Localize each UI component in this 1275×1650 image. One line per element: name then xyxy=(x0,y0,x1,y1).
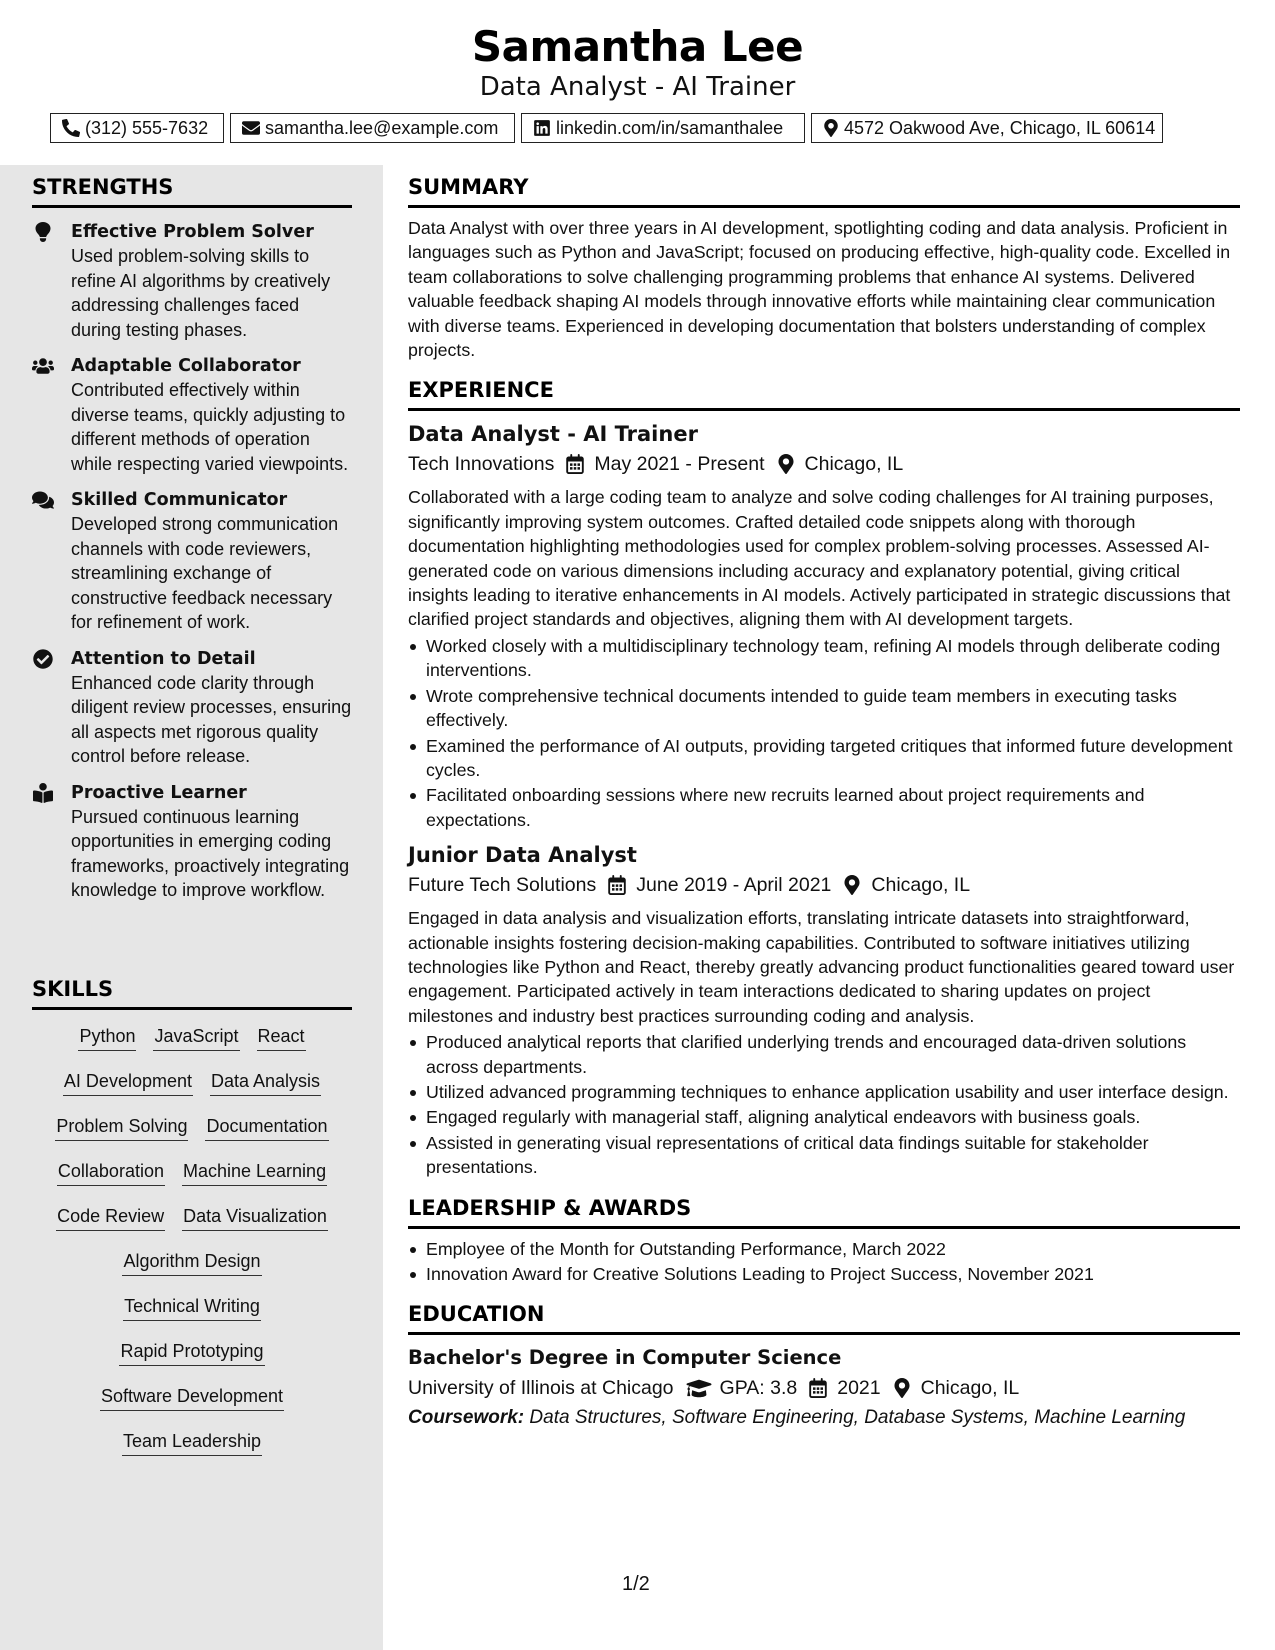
coursework xyxy=(408,1403,1240,1433)
map-pin-icon xyxy=(843,875,863,895)
skill-tag: Problem Solving xyxy=(55,1114,188,1141)
award-item: Innovation Award for Creative Solutions Leading to Project Success, November 2021 xyxy=(408,1262,1240,1286)
experience-section xyxy=(408,378,1240,1179)
skill-tag: Data Visualization xyxy=(182,1204,328,1231)
strength-title: Attention to Detail xyxy=(71,648,256,669)
education-section xyxy=(408,1302,1240,1433)
skill-tag: Documentation xyxy=(205,1114,328,1141)
job-meta xyxy=(408,449,1240,479)
skill-tag: Rapid Prototyping xyxy=(119,1339,264,1366)
award-list xyxy=(408,1237,1240,1287)
job-bullet: Assisted in generating visual representations of critical data findings suitable for stakeholder presentations. xyxy=(408,1131,1240,1180)
job-location: Chicago, IL xyxy=(871,874,971,897)
skill-tag: Code Review xyxy=(56,1204,165,1231)
education-heading: EDUCATION xyxy=(408,1302,1240,1335)
job-bullet: Facilitated onboarding sessions where new recruits learned about project requirements and expectations. xyxy=(408,783,1240,832)
job-bullet: Engaged regularly with managerial staff, aligning analytical endeavors with business goals. xyxy=(408,1105,1240,1129)
phone-icon xyxy=(61,118,81,138)
contact-phone[interactable] xyxy=(50,113,224,143)
job-meta xyxy=(408,870,1240,900)
school-location: Chicago, IL xyxy=(920,1377,1020,1400)
strengths-section xyxy=(32,175,352,903)
skills-heading: SKILLS xyxy=(32,977,352,1010)
education-meta xyxy=(408,1373,1240,1403)
summary-text: Data Analyst with over three years in AI development, spotlighting coding and data analysis. Proficient in languages such as Python and JavaScript; focused on producing effective, high-quality code. Excelled in team collaborations to solve challenging programming problems that enhance AI systems. Delivered valuable feedback shaping AI models through innovative efforts while maintaining clear communication with diverse teams. Experienced in developing documentation that bolsters understanding of complex projects. xyxy=(408,218,1231,361)
map-pin-icon xyxy=(822,118,840,138)
skill-tag: Python xyxy=(78,1024,136,1051)
coursework-list: Data Structures, Software Engineering, Database Systems, Machine Learning xyxy=(529,1407,1186,1429)
job-bullet: Utilized advanced programming techniques to enhance application usability and user interface design. xyxy=(408,1080,1240,1104)
page-number: 1/2 xyxy=(622,1573,650,1595)
contact-linkedin[interactable] xyxy=(521,113,805,143)
strength-title: Adaptable Collaborator xyxy=(71,356,301,376)
skill-tag: React xyxy=(257,1024,306,1051)
strength-item xyxy=(32,354,352,476)
job-bullet: Produced analytical reports that clarified underlying trends and encouraged data-driven solutions across departments. xyxy=(408,1030,1240,1079)
job-entry xyxy=(408,840,1240,1179)
skill-tag: AI Development xyxy=(63,1069,193,1096)
strength-item xyxy=(32,488,352,635)
envelope-icon xyxy=(241,118,261,138)
lightbulb-icon xyxy=(32,222,54,242)
job-bullets xyxy=(408,1030,1240,1179)
strength-title: Proactive Learner xyxy=(71,782,247,803)
contact-email[interactable] xyxy=(230,113,515,143)
degree-title: Bachelor's Degree in Computer Science xyxy=(408,1346,842,1370)
job-entry xyxy=(408,419,1240,832)
strength-item xyxy=(32,781,352,903)
graduation-year: 2021 xyxy=(837,1377,881,1400)
strength-desc: Developed strong communication channels with code reviewers, streamlining exchange of constructive feedback necessary for refinement of work. xyxy=(71,514,339,632)
skill-tag: Technical Writing xyxy=(123,1294,261,1321)
resume-header xyxy=(0,0,1275,165)
job-company: Future Tech Solutions xyxy=(408,874,597,897)
skill-tag: Machine Learning xyxy=(182,1159,327,1186)
strength-desc: Contributed effectively within diverse teams, quickly adjusting to different methods of operation while respecting varied viewpoints. xyxy=(71,380,349,474)
strength-desc: Used problem-solving skills to refine AI algorithms by creatively addressing challenges faced during testing phases. xyxy=(71,246,331,340)
coursework-label: Coursework: xyxy=(408,1407,525,1429)
strengths-heading: STRENGTHS xyxy=(32,175,352,208)
calendar-icon xyxy=(809,1378,829,1398)
strength-desc: Pursued continuous learning opportunities in emerging coding frameworks, proactively integrating knowledge to improve workflow. xyxy=(71,806,350,900)
experience-heading: EXPERIENCE xyxy=(408,378,1240,411)
job-bullets xyxy=(408,634,1240,832)
check-circle-icon xyxy=(32,649,54,669)
calendar-icon xyxy=(566,454,586,474)
linkedin-text: linkedin.com/in/samanthalee xyxy=(556,117,784,138)
job-company: Tech Innovations xyxy=(408,453,555,476)
email-text: samantha.lee@example.com xyxy=(265,117,499,138)
candidate-name: Samantha Lee xyxy=(471,22,804,71)
strength-title: Effective Problem Solver xyxy=(71,222,314,242)
skills-section xyxy=(32,977,352,1474)
strength-item xyxy=(32,647,352,769)
job-title: Junior Data Analyst xyxy=(408,843,637,868)
leadership-heading: LEADERSHIP & AWARDS xyxy=(408,1196,1240,1229)
linkedin-icon xyxy=(532,118,552,138)
summary-heading: SUMMARY xyxy=(408,175,1240,208)
address-text: 4572 Oakwood Ave, Chicago, IL 60614 xyxy=(844,117,1156,138)
skill-tag: Collaboration xyxy=(57,1159,165,1186)
award-item: Employee of the Month for Outstanding Performance, March 2022 xyxy=(408,1237,1240,1261)
job-description: Collaborated with a large coding team to analyze and solve coding challenges for AI training purposes, significantly improving system outcomes. Crafted detailed code snippets along with thorough documentation highlighting methodologies used for complex problem-solving processes. Assessed AI-generated code on various dimensions including accuracy and explanatory potential, giving critical insights leading to iterative enhancements in AI models. Actively participated in strategic discussions that clarified project standards and objectives, aligning them with AI development targets. xyxy=(408,487,1231,630)
gpa: GPA: 3.8 xyxy=(719,1377,798,1400)
job-bullet: Examined the performance of AI outputs, providing targeted critiques that informed future development cycles. xyxy=(408,734,1240,783)
contact-bar xyxy=(50,113,1220,145)
sidebar xyxy=(0,165,383,1650)
comments-icon xyxy=(32,490,54,510)
graduation-cap-icon xyxy=(686,1378,712,1398)
strength-item xyxy=(32,220,352,342)
candidate-title: Data Analyst - AI Trainer xyxy=(479,72,796,102)
job-dates: May 2021 - Present xyxy=(594,453,765,476)
job-title: Data Analyst - AI Trainer xyxy=(408,422,698,447)
calendar-icon xyxy=(608,875,628,895)
map-pin-icon xyxy=(893,1378,913,1398)
phone-text: (312) 555-7632 xyxy=(85,117,209,138)
strength-title: Skilled Communicator xyxy=(71,490,288,510)
summary-section xyxy=(408,175,1240,362)
book-reader-icon xyxy=(32,783,54,803)
contact-address[interactable] xyxy=(811,113,1163,143)
skill-tag: Algorithm Design xyxy=(122,1249,261,1276)
skills-list xyxy=(32,1024,352,1474)
job-bullet: Worked closely with a multidisciplinary technology team, refining AI models through deliberate coding interventions. xyxy=(408,634,1240,683)
job-description: Engaged in data analysis and visualization efforts, translating intricate datasets into straightforward, actionable insights fostering decision-making capabilities. Contributed to software initiatives utilizing technologies like Python and React, thereby greatly advancing product functionalities geared toward user engagement. Participated actively in team interactions dedicated to sharing updates on project milestones and industry best practices surrounding coding and analysis. xyxy=(408,908,1235,1026)
skill-tag: Team Leadership xyxy=(122,1429,262,1456)
strength-desc: Enhanced code clarity through diligent review processes, ensuring all aspects met rigorous quality control before release. xyxy=(71,672,352,766)
skill-tag: Data Analysis xyxy=(210,1069,321,1096)
skill-tag: Software Development xyxy=(100,1384,284,1411)
map-pin-icon xyxy=(777,454,797,474)
job-dates: June 2019 - April 2021 xyxy=(636,874,832,897)
job-location: Chicago, IL xyxy=(804,453,904,476)
leadership-section xyxy=(408,1196,1240,1287)
job-bullet: Wrote comprehensive technical documents intended to guide team members in executing tasks effectively. xyxy=(408,684,1240,733)
main-column xyxy=(408,165,1240,1433)
school-name: University of Illinois at Chicago xyxy=(408,1377,674,1400)
users-icon xyxy=(32,356,54,376)
skill-tag: JavaScript xyxy=(153,1024,239,1051)
